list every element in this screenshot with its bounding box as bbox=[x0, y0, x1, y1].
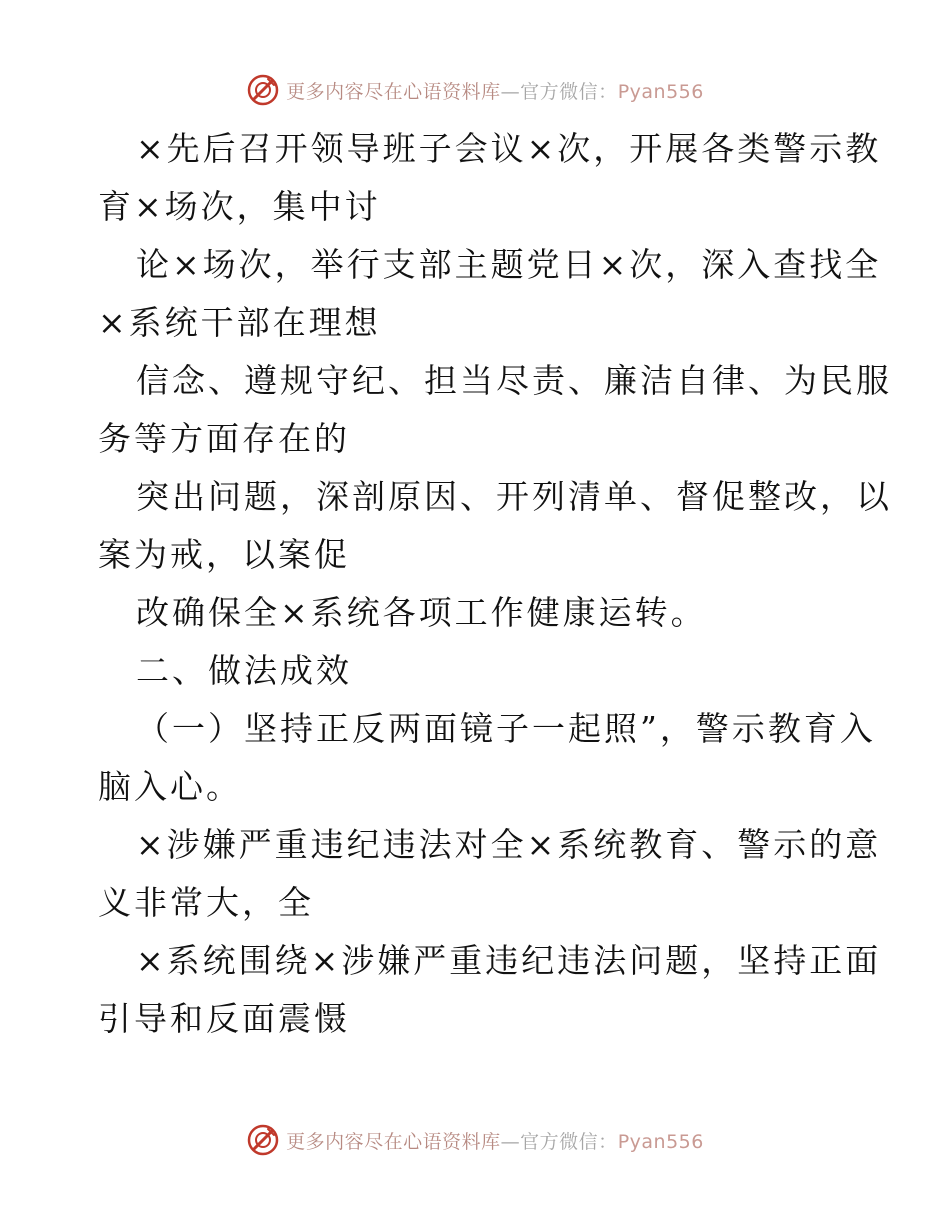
watermark-id: Pyan556 bbox=[617, 1130, 704, 1153]
footer-watermark bbox=[0, 1120, 950, 1160]
text-line: 改确保全×系统各项工作健康运转。 bbox=[136, 593, 707, 632]
watermark-group bbox=[246, 1123, 704, 1157]
text-line: 引导和反面震慑 bbox=[98, 999, 350, 1038]
header-watermark bbox=[0, 70, 950, 110]
watermark-id: Pyan556 bbox=[617, 80, 704, 103]
watermark-label: 官方微信： bbox=[520, 80, 618, 103]
watermark-dash: — bbox=[500, 80, 521, 103]
text-line: ×系统围绕×涉嫌严重违纪违法问题，坚持正面 bbox=[136, 941, 882, 980]
text-line: 务等方面存在的 bbox=[98, 419, 350, 458]
subsection-heading: （一）坚持正反两面镜子一起照”，警示教育入 bbox=[136, 709, 876, 748]
text-line: 信念、遵规守纪、担当尽责、廉洁自律、为民服 bbox=[136, 361, 892, 400]
text-line: ×涉嫌严重违纪违法对全×系统教育、警示的意 bbox=[136, 825, 882, 864]
text-line: 案为戒，以案促 bbox=[98, 535, 350, 574]
section-heading: 二、做法成效 bbox=[136, 651, 352, 690]
watermark-text bbox=[286, 77, 704, 104]
logo-icon bbox=[246, 1123, 280, 1157]
watermark-group bbox=[246, 73, 704, 107]
document-body bbox=[98, 120, 892, 1048]
logo-icon bbox=[246, 73, 280, 107]
text-line: ×先后召开领导班子会议×次，开展各类警示教 bbox=[136, 129, 882, 168]
watermark-label: 官方微信： bbox=[520, 1130, 618, 1153]
text-line: 育×场次，集中讨 bbox=[98, 187, 381, 226]
watermark-text bbox=[286, 1127, 704, 1154]
text-line: ×系统干部在理想 bbox=[98, 303, 381, 342]
text-line: 义非常大，全 bbox=[98, 883, 314, 922]
watermark-dash: — bbox=[500, 1130, 521, 1153]
watermark-title: 更多内容尽在心语资料库 bbox=[286, 1130, 501, 1153]
text-line: 脑入心。 bbox=[98, 767, 242, 806]
watermark-title: 更多内容尽在心语资料库 bbox=[286, 80, 501, 103]
text-line: 突出问题，深剖原因、开列清单、督促整改，以 bbox=[136, 477, 892, 516]
text-line: 论×场次，举行支部主题党日×次，深入查找全 bbox=[136, 245, 882, 284]
